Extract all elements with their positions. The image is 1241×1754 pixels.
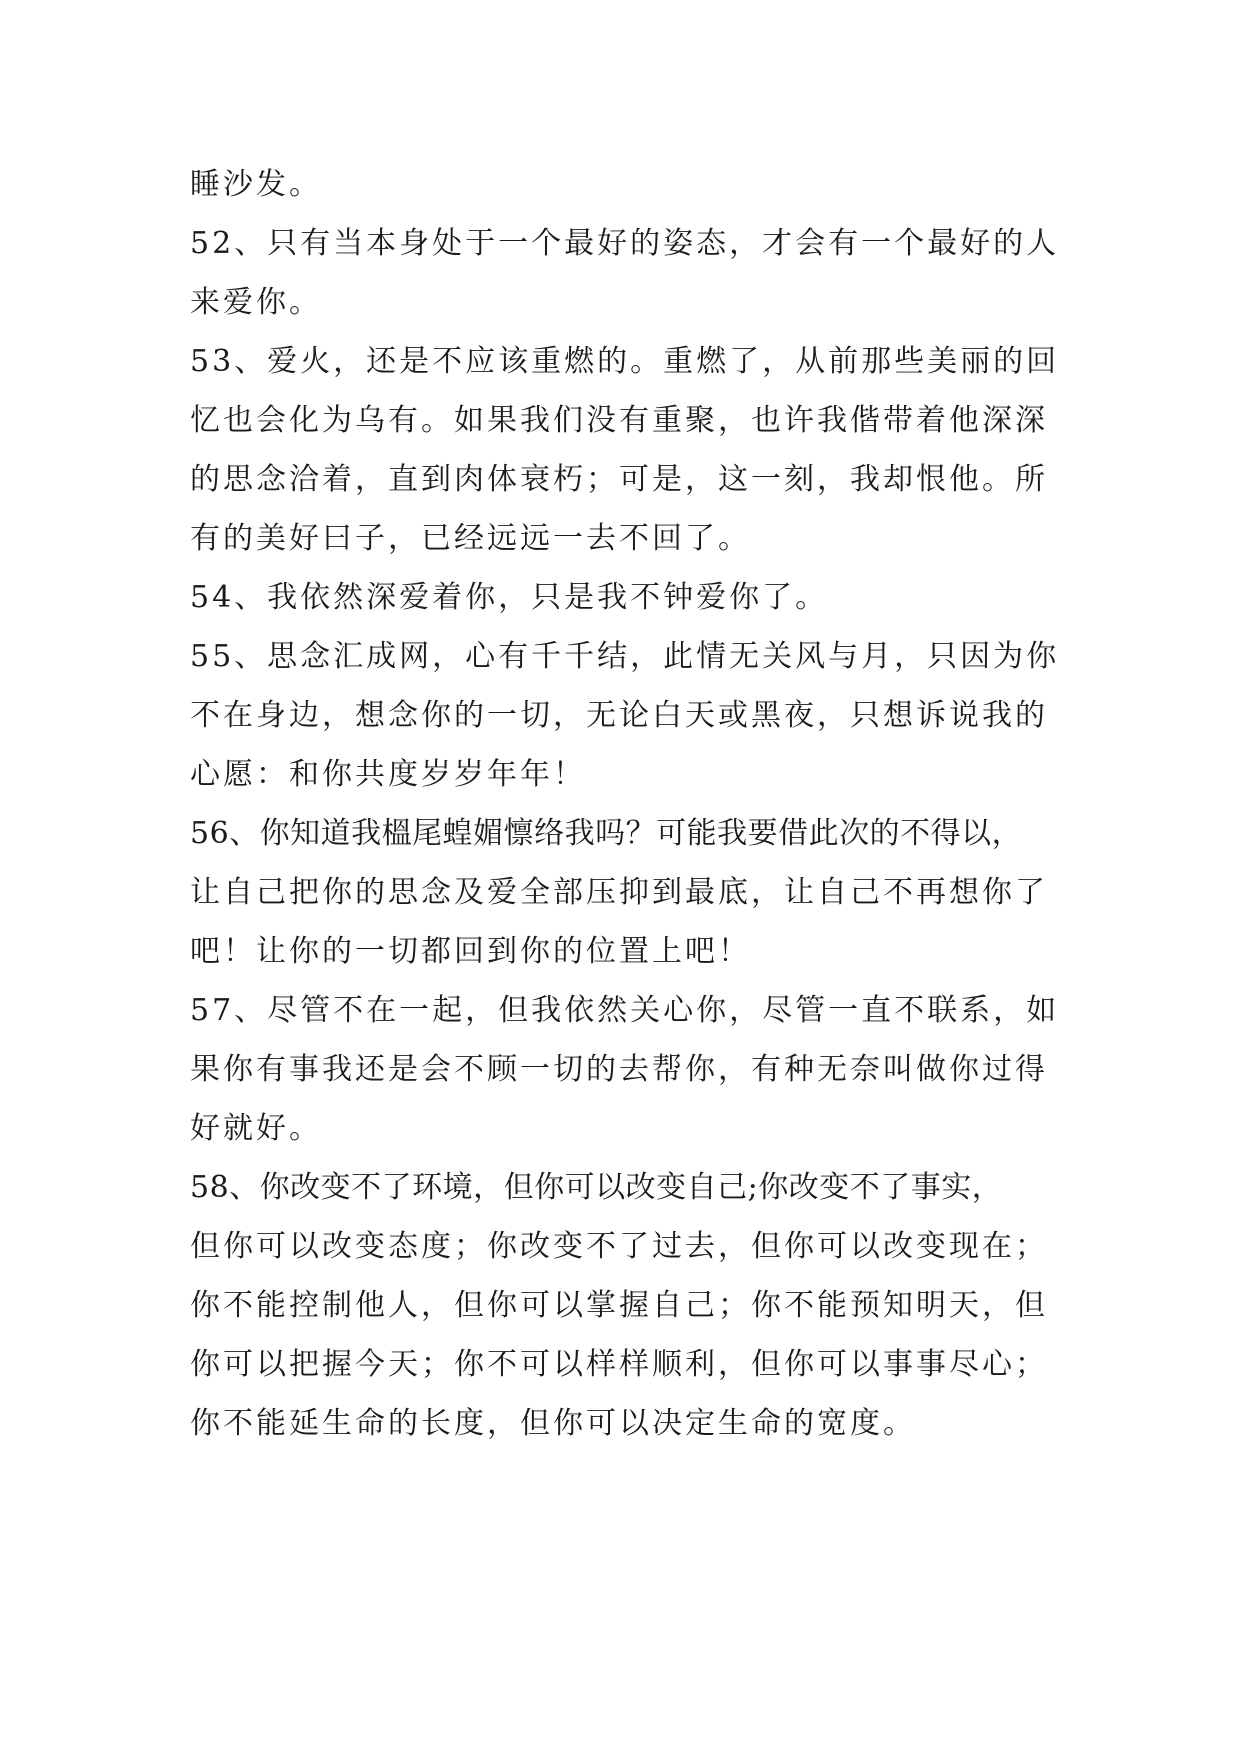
text-line: 不在身边，想念你的一切，无论白天或黑夜，只想诉说我的 xyxy=(190,698,1048,733)
text-line: 但你可以改变态度；你改变不了过去，但你可以改变现在； xyxy=(190,1229,1048,1264)
text-line: 你不能控制他人，但你可以掌握自己；你不能预知明天，但 xyxy=(190,1288,1048,1323)
text-line: 来爱你。 xyxy=(190,285,322,320)
text-line: 52、只有当本身处于一个最好的姿态，才会有一个最好的人 xyxy=(190,226,1060,261)
text-line: 55、思念汇成网，心有千千结，此情无关风与月，只因为你 xyxy=(190,639,1060,674)
text-line: 让自己把你的思念及爱全部压抑到最底，让自己不再想你了 xyxy=(190,875,1048,910)
text-line: 你不能延生命的长度，但你可以决定生命的宽度。 xyxy=(190,1406,916,1441)
text-line: 好就好。 xyxy=(190,1111,322,1146)
text-line: 心愿：和你共度岁岁年年！ xyxy=(190,757,586,792)
text-line: 你可以把握今天；你不可以样样顺利，但你可以事事尽心； xyxy=(190,1347,1048,1382)
text-line: 忆也会化为乌有。如果我们没有重聚，也许我偕带着他深深 xyxy=(190,403,1048,438)
text-line: 吧！让你的一切都回到你的位置上吧！ xyxy=(190,934,751,969)
text-line: 果你有事我还是会不顾一切的去帮你，有种无奈叫做你过得 xyxy=(190,1052,1048,1087)
text-line: 有的美好曰子，已经远远一去不回了。 xyxy=(190,521,751,556)
text-line: 的思念洽着，直到肉体衰朽；可是，这一刻，我却恨他。所 xyxy=(190,462,1048,497)
text-line: 58、你改变不了环境，但你可以改变自己;你改变不了事实， xyxy=(190,1170,1003,1205)
document-body xyxy=(190,155,1060,1453)
text-line: 57、尽管不在一起，但我依然关心你，尽管一直不联系，如 xyxy=(190,993,1060,1028)
text-line: 54、我依然深爱着你，只是我不钟爱你了。 xyxy=(190,580,829,615)
text-line: 睡沙发。 xyxy=(190,167,322,202)
text-line: 56、你知道我榲尾蝗媚懔络我吗？可能我要借此次的不得以， xyxy=(190,816,1023,851)
text-line: 53、爱火，还是不应该重燃的。重燃了，从前那些美丽的回 xyxy=(190,344,1060,379)
